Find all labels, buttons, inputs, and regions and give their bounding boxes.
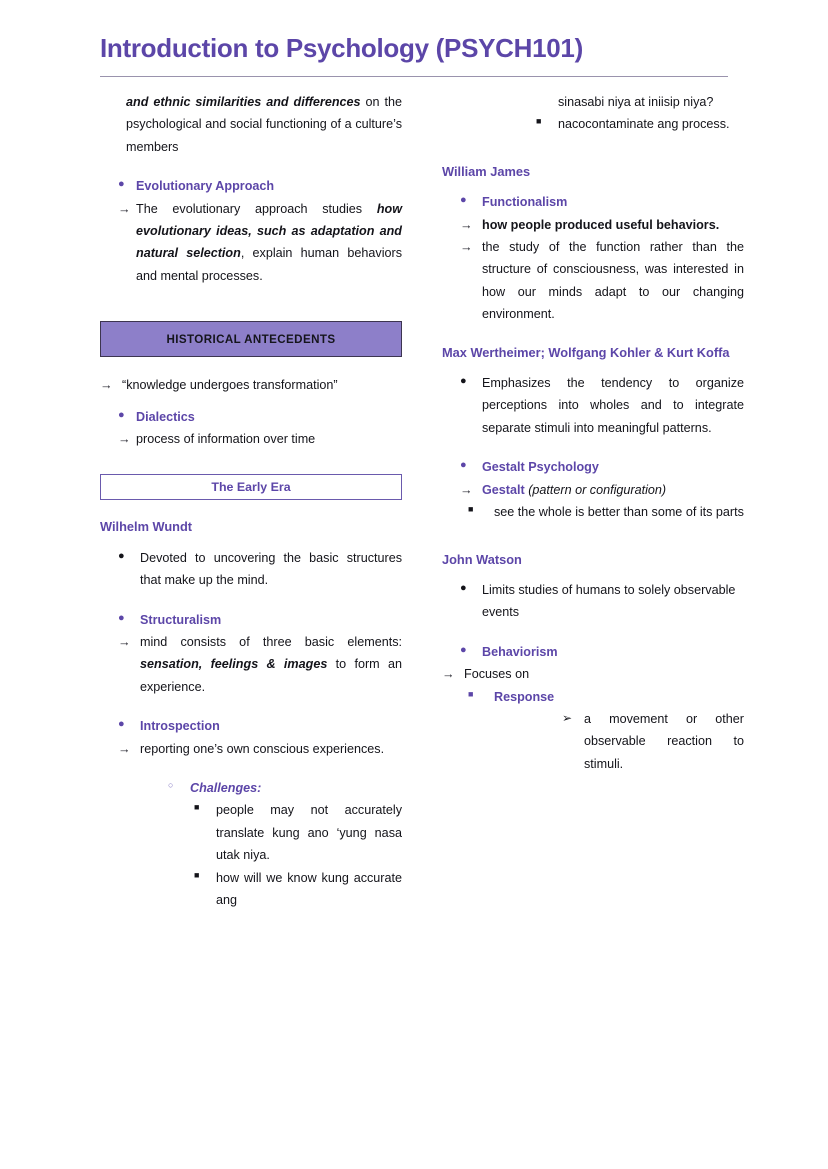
spacer	[442, 363, 744, 372]
spacer	[100, 158, 402, 175]
evolutionary-body-bold: how evolutionary ideas, such as adaptation and natural selection	[136, 201, 402, 261]
structuralism-body-pre: mind consists of three basic elements:	[140, 635, 402, 650]
page-title: Introduction to Psychology (PSYCH101)	[100, 33, 583, 63]
person-heading-william-james: William James	[442, 163, 531, 179]
arrow-icon: →	[118, 431, 131, 446]
functionalism-heading: Functionalism	[482, 195, 568, 210]
intro-rest: on the psychological and social functioning of a culture’s members	[126, 94, 402, 154]
list-item-gestalt-sub	[468, 501, 744, 523]
list-item-introspection-heading	[118, 715, 402, 737]
person-heading-gestalt-group: Max Wertheimer; Wolfgang Kohler & Kurt Koffa	[442, 344, 730, 360]
spacer	[442, 624, 744, 641]
list-item-knowledge-quote	[100, 374, 402, 396]
structuralism-heading: Structuralism	[140, 612, 222, 627]
section-banner-historical-antecedents	[100, 321, 402, 357]
list-item-challenge-continued-1	[536, 91, 744, 113]
evolutionary-body-post: , explain human behaviors and mental processes.	[136, 246, 402, 283]
list-item-evolutionary-heading	[118, 175, 402, 197]
structuralism-body-bold: sensation, feelings & images	[140, 657, 328, 672]
list-item-behaviorism-focuses	[442, 663, 744, 685]
spacer	[100, 592, 402, 609]
spacer	[100, 397, 402, 406]
list-item-challenge-1	[194, 799, 402, 866]
bullet-dot-icon: ●	[118, 611, 125, 624]
list-item-functionalism-detail	[460, 236, 744, 326]
bullet-dot-icon: ●	[118, 549, 125, 562]
bullet-dot-icon: ●	[460, 194, 467, 207]
list-item-dialectics-body	[118, 428, 402, 450]
arrow-icon: →	[460, 482, 473, 497]
evolutionary-approach-heading: Evolutionary Approach	[136, 179, 275, 194]
challenge-1-text: people may not accurately translate kung ano ‘yung nasa utak niya.	[216, 803, 402, 863]
list-item-gestalt-emphasizes	[460, 372, 744, 439]
dialectics-body: process of information over time	[136, 431, 316, 446]
list-item-dialectics-heading	[118, 406, 402, 428]
list-item-structuralism-body	[118, 631, 402, 698]
challenge-continued-2-text: nacocontaminate ang process.	[558, 117, 730, 132]
spacer	[100, 760, 402, 777]
bullet-dot-icon: ●	[118, 408, 125, 421]
list-item-functionalism-definition	[460, 214, 744, 236]
gestalt-psychology-heading: Gestalt Psychology	[482, 460, 599, 475]
introspection-heading: Introspection	[140, 719, 220, 734]
watson-limits-text: Limits studies of humans to solely observable events	[482, 582, 736, 620]
spacer	[100, 500, 402, 517]
bullet-dot-icon: ●	[118, 718, 125, 731]
bullet-square-icon: ■	[194, 802, 200, 813]
bullet-dot-icon: ●	[118, 178, 125, 191]
bullet-dot-icon: ●	[460, 581, 467, 594]
bullet-square-icon: ■	[194, 869, 200, 880]
list-item-functionalism-heading	[460, 191, 744, 213]
challenges-label: Challenges:	[190, 781, 262, 796]
spacer	[442, 524, 744, 550]
functionalism-detail: the study of the function rather than the structure of consciousness, was interested in how our minds adapt to our changing environment.	[482, 239, 744, 322]
two-column-body	[0, 77, 828, 912]
spacer	[442, 439, 744, 456]
list-item-gestalt-psychology-heading	[460, 456, 744, 478]
spacer	[442, 570, 744, 579]
list-item-introspection-body	[118, 738, 402, 760]
spacer	[442, 326, 744, 343]
page-header	[0, 0, 828, 77]
bullet-dot-icon: ●	[460, 643, 467, 656]
list-item-gestalt-term	[460, 479, 744, 501]
arrow-icon: →	[118, 741, 131, 756]
spacer	[442, 182, 744, 191]
section-subbanner-early-era	[100, 474, 402, 500]
behaviorism-focuses-text: Focuses on	[464, 667, 530, 682]
arrow-icon: →	[100, 378, 113, 393]
bullet-square-icon: ■	[468, 504, 474, 515]
spacer	[100, 357, 402, 374]
intro-bold-lead: and ethnic similarities and differences	[126, 94, 361, 109]
person-heading-john-watson: John Watson	[442, 551, 522, 567]
arrow-icon: →	[118, 635, 131, 650]
list-item-structuralism-heading	[118, 609, 402, 631]
list-item-response-body	[562, 708, 744, 775]
list-item-wundt-devoted	[118, 547, 402, 592]
gestalt-emphasizes-text: Emphasizes the tendency to organize perceptions into wholes and to integrate separate stimuli into meaningful patterns.	[482, 376, 744, 435]
spacer	[100, 538, 402, 547]
arrow-icon: →	[460, 239, 473, 254]
challenge-continued-1-text: sinasabi niya at iniisip niya?	[558, 94, 714, 109]
response-label: Response	[494, 689, 555, 704]
challenge-2-text: how will we know kung accurate ang	[216, 870, 402, 908]
evolutionary-body-pre: The evolutionary approach studies	[136, 201, 377, 216]
person-heading-wilhelm-wundt: Wilhelm Wundt	[100, 519, 193, 535]
knowledge-quote-text: “knowledge undergoes transformation”	[122, 378, 338, 393]
intro-paragraph	[126, 91, 402, 158]
arrow-icon: →	[442, 667, 455, 682]
list-item-watson-limits	[460, 579, 744, 624]
structuralism-body-post: to form an experience.	[140, 657, 403, 694]
list-item-evolutionary-body	[118, 198, 402, 288]
introspection-body: reporting one’s own conscious experiences.	[140, 741, 385, 756]
spacer	[100, 698, 402, 715]
gestalt-sub-text: see the whole is better than some of its parts	[494, 505, 744, 520]
dialectics-heading: Dialectics	[136, 409, 195, 424]
response-body-text: a movement or other observable reaction to stimuli.	[584, 712, 744, 771]
list-item-behaviorism-heading	[460, 641, 744, 663]
bullet-dot-icon: ●	[460, 375, 467, 388]
spacer	[442, 136, 744, 162]
section-subbanner-label: The Early Era	[211, 480, 291, 495]
bullet-chevron-icon: ➢	[562, 711, 573, 726]
bullet-square-icon: ■	[468, 688, 474, 699]
bullet-circle-icon: ○	[168, 780, 174, 791]
arrow-icon: →	[118, 201, 131, 216]
left-column	[100, 91, 402, 912]
wundt-devoted-text: Devoted to uncovering the basic structures that make up the mind.	[140, 550, 402, 588]
list-item-challenge-continued-2	[536, 113, 744, 135]
section-banner-label: HISTORICAL ANTECEDENTS	[166, 332, 336, 346]
bullet-square-icon: ■	[536, 116, 542, 127]
list-item-response-label	[468, 686, 744, 708]
bullet-dot-icon: ●	[460, 459, 467, 472]
behaviorism-heading: Behaviorism	[482, 644, 558, 659]
list-item-challenges-label	[168, 777, 402, 799]
gestalt-term-gloss: (pattern or configuration)	[524, 482, 667, 497]
right-column	[442, 91, 744, 775]
gestalt-term: Gestalt	[482, 482, 525, 497]
list-item-challenge-2	[194, 867, 402, 912]
arrow-icon: →	[460, 217, 473, 232]
functionalism-definition: how people produced useful behaviors.	[482, 217, 720, 232]
